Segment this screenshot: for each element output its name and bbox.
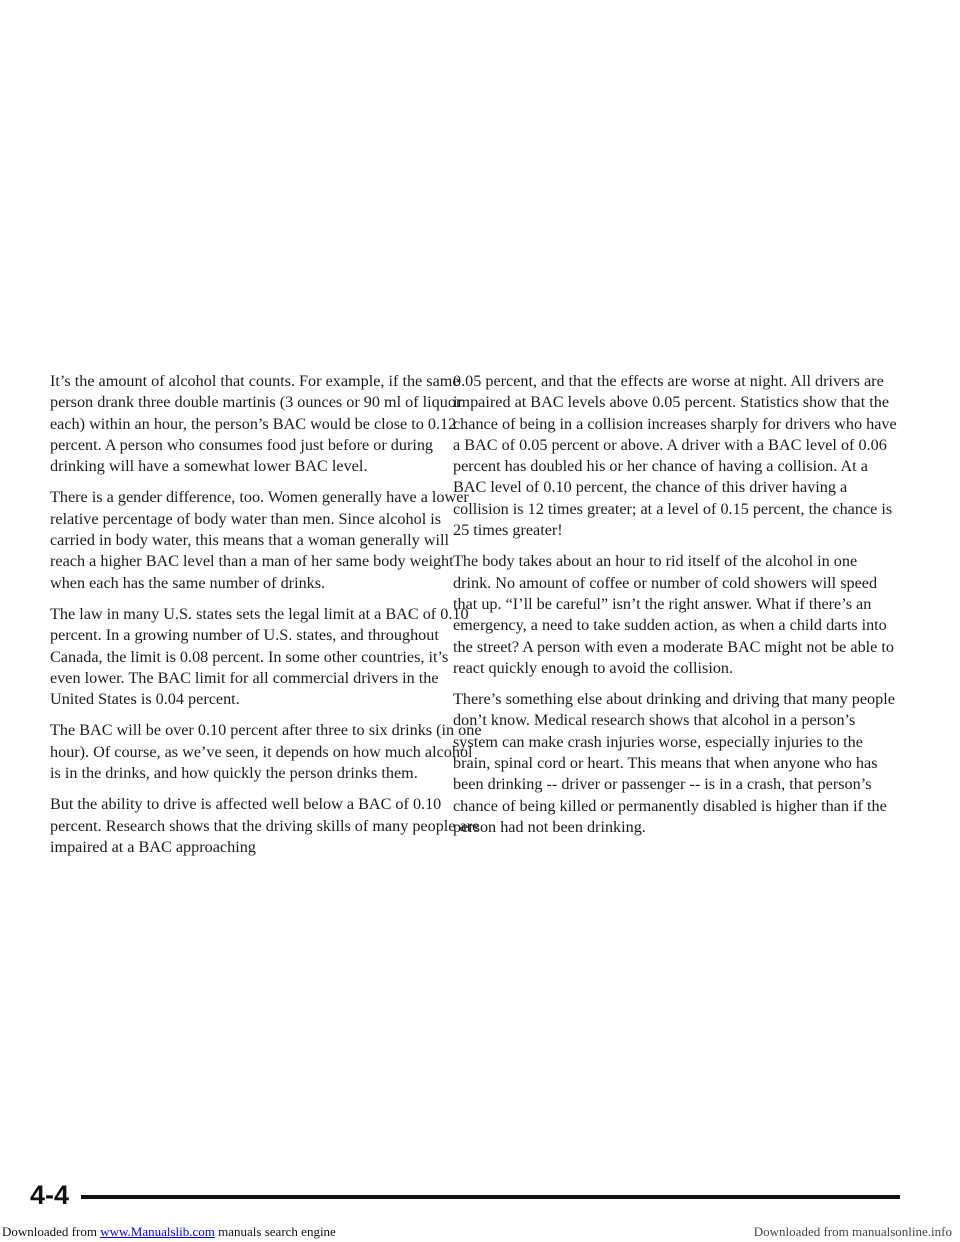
body-paragraph: It’s the amount of alcohol that counts. For example, if the same person drank three double martinis (3 ounces or 90 ml of liquor each) within an hour, the person’s BAC would be close to 0.12 percent. A person who consumes food just before or during drinking will have a somewhat lower BAC level.	[50, 372, 462, 476]
manualslib-link[interactable]: www.Manualslib.com	[100, 1224, 215, 1239]
body-paragraph: There is a gender difference, too. Women generally have a lower relative percentage of body water than men. Since alcohol is carried in body water, this means that a woman generally will reach a higher BAC level than a man of her same body weight when each has the same number of drinks.	[50, 488, 469, 592]
download-prefix: Downloaded from	[2, 1224, 101, 1239]
body-paragraph: There’s something else about drinking and driving that many people don’t know. Medical research shows that alcohol in a person’s system can make crash injuries worse, especially injuries to the brain, spinal cord or heart. This means that when anyone who has been drinking -- driver or passenger -- is in a crash, that person’s chance of being killed or permanently disabled is higher than if the person had not been drinking.	[453, 690, 895, 836]
right-text-column	[453, 371, 897, 848]
body-paragraph: The body takes about an hour to rid itself of the alcohol in one drink. No amount of coffee or number of cold showers will speed that up. “I’ll be careful” isn’t the right answer. What if there’s an emergency, a need to take sudden action, as when a child darts into the street? A person with even a moderate BAC might not be able to react quickly enough to avoid the collision.	[453, 552, 894, 677]
body-paragraph: The BAC will be over 0.10 percent after three to six drinks (in one hour). Of course, as we’ve seen, it depends on how much alcohol is in the drinks, and how quickly the person drinks them.	[50, 721, 482, 783]
page-footer	[30, 1180, 900, 1210]
download-suffix: manuals search engine	[214, 1224, 336, 1239]
body-paragraph: The law in many U.S. states sets the legal limit at a BAC of 0.10 percent. In a growing number of U.S. states, and throughout Canada, the limit is 0.08 percent. In some other countries, it’s even lower. The BAC limit for all commercial drivers in the United States is 0.04 percent.	[50, 604, 469, 709]
watermark-text: Downloaded from manualsonline.info	[753, 1224, 952, 1239]
page-number: 4-4	[30, 1179, 70, 1210]
body-paragraph: 0.05 percent, and that the effects are worse at night. All drivers are impaired at BAC levels above 0.05 percent. Statistics show that the chance of being in a collision increases sharply for drivers who have a BAC of 0.05 percent or above. A driver with a BAC level of 0.06 percent has doubled his or her chance of having a collision. At a BAC level of 0.10 percent, the chance of this driver having a collision is 12 times greater; at a level of 0.15 percent, the chance is 25 times greater!	[453, 372, 897, 540]
left-text-column	[50, 371, 482, 868]
footer-rule	[81, 1195, 900, 1199]
body-paragraph: But the ability to drive is affected well below a BAC of 0.10 percent. Research shows that the driving skills of many people are impaired at a BAC approaching	[50, 795, 480, 856]
download-bar	[0, 1222, 960, 1242]
download-source	[2, 1222, 336, 1242]
